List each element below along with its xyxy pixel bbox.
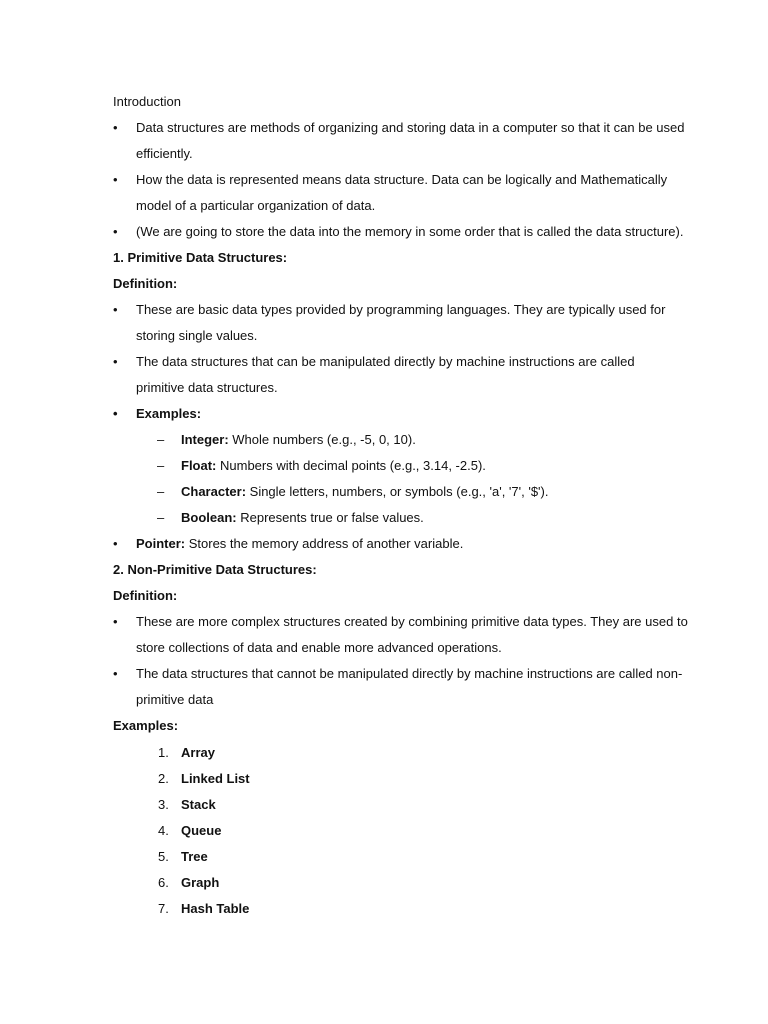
bullet-marker: • — [113, 302, 118, 317]
item-label: Hash Table — [181, 901, 250, 916]
item-number: 4. — [158, 823, 169, 838]
bullet-text: Data structures are methods of organizing and storing data in a computer so that it can be used — [136, 120, 685, 135]
pointer-desc: Stores the memory address of another variable. — [185, 536, 464, 551]
item-label: Stack — [181, 797, 216, 812]
example-term: Boolean: — [181, 510, 237, 525]
primitive-heading: 1. Primitive Data Structures: — [113, 250, 288, 265]
bullet-marker: • — [113, 536, 118, 551]
dash-marker: – — [157, 510, 165, 525]
item-number: 7. — [158, 901, 169, 916]
bullet-text: These are basic data types provided by programming languages. They are typically used for — [136, 302, 666, 317]
example-desc: Numbers with decimal points (e.g., 3.14, -2.5). — [216, 458, 486, 473]
dash-marker: – — [157, 458, 165, 473]
bullet-text: How the data is represented means data structure. Data can be logically and Mathematically — [136, 172, 668, 187]
intro-heading: Introduction — [113, 94, 181, 109]
bullet-marker: • — [113, 354, 118, 369]
item-label: Graph — [181, 875, 220, 890]
bullet-text: (We are going to store the data into the memory in some order that is called the data structure). — [136, 224, 684, 239]
non-primitive-heading: 2. Non-Primitive Data Structures: — [113, 562, 317, 577]
example-desc: Represents true or false values. — [236, 510, 424, 525]
bullet-text-cont: efficiently. — [136, 146, 193, 161]
item-label: Queue — [181, 823, 222, 838]
bullet-marker: • — [113, 172, 118, 187]
pointer-term: Pointer: — [136, 536, 186, 551]
item-label: Tree — [181, 849, 208, 864]
example-term: Character: — [181, 484, 247, 499]
primitive-definition-label: Definition: — [113, 276, 178, 291]
bullet-text-cont: storing single values. — [136, 328, 258, 343]
item-number: 2. — [158, 771, 169, 786]
example-desc: Whole numbers (e.g., -5, 0, 10). — [228, 432, 416, 447]
example-term: Integer: — [181, 432, 229, 447]
bullet-text-cont: model of a particular organization of data. — [136, 198, 376, 213]
bullet-marker: • — [113, 120, 118, 135]
item-number: 3. — [158, 797, 169, 812]
item-label: Array — [181, 745, 215, 760]
non-primitive-examples-label: Examples: — [113, 718, 179, 733]
bullet-text: The data structures that can be manipulated directly by machine instructions are called — [136, 354, 635, 369]
item-number: 1. — [158, 745, 169, 760]
primitive-examples-label: Examples: — [136, 406, 202, 421]
non-primitive-definition-label: Definition: — [113, 588, 178, 603]
item-number: 5. — [158, 849, 169, 864]
bullet-marker: • — [113, 406, 118, 421]
bullet-text-cont: store collections of data and enable more advanced operations. — [136, 640, 502, 655]
bullet-text-cont: primitive data — [136, 692, 214, 707]
bullet-marker: • — [113, 614, 118, 629]
item-number: 6. — [158, 875, 169, 890]
bullet-text: These are more complex structures created by combining primitive data types. They are used to — [136, 614, 688, 629]
bullet-text-cont: primitive data structures. — [136, 380, 278, 395]
example-term: Float: — [181, 458, 217, 473]
example-desc: Single letters, numbers, or symbols (e.g., 'a', '7', '$'). — [246, 484, 549, 499]
bullet-marker: • — [113, 666, 118, 681]
dash-marker: – — [157, 432, 165, 447]
dash-marker: – — [157, 484, 165, 499]
bullet-text: The data structures that cannot be manipulated directly by machine instructions are called non- — [136, 666, 683, 681]
bullet-marker: • — [113, 224, 118, 239]
item-label: Linked List — [181, 771, 250, 786]
